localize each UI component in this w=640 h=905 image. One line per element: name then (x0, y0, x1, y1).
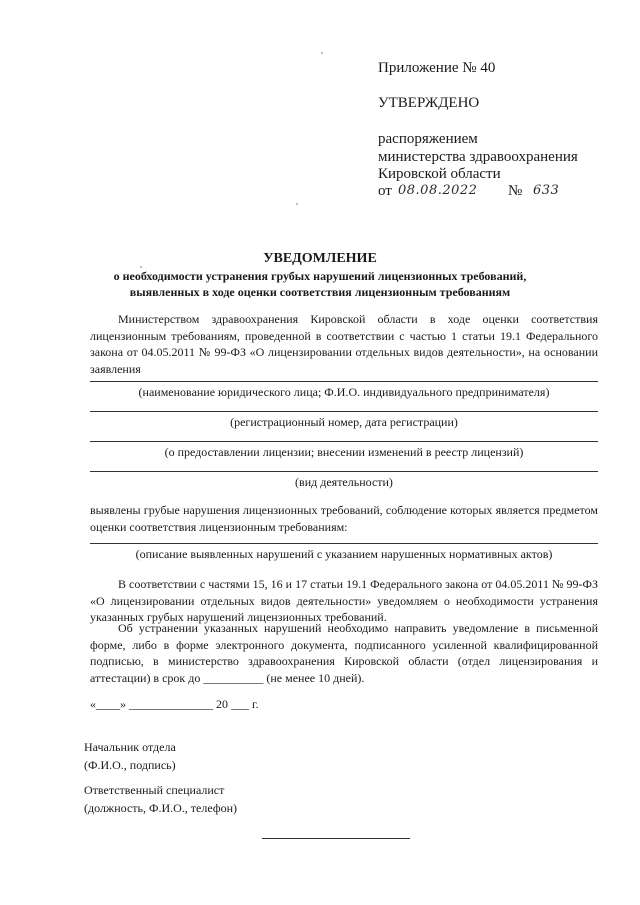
approved-stamp: УТВЕРЖДЕНО (378, 95, 480, 111)
intro-paragraph: Министерством здравоохранения Кировской области в ходе оценки соответствия лицензионным требованиям, проведенной в соответствии с частью 1 статьи 19.1 Федерального закона от 04.05.2011 № 99-ФЗ «О лицензировании отдельных видов деятельности», на основании заявления (90, 312, 598, 377)
order-line-3: Кировской области (378, 166, 501, 182)
head-of-department-sub: (Ф.И.О., подпись) (84, 758, 176, 772)
field-line-license (90, 441, 598, 442)
field-caption-registration: (регистрационный номер, дата регистрации) (230, 415, 458, 429)
appendix-number: Приложение № 40 (378, 60, 496, 76)
responsible-specialist-title: Ответственный специалист (84, 783, 225, 797)
head-of-department-title: Начальник отдела (84, 740, 176, 754)
subtitle-line-1: о необходимости устранения грубых нарушений лицензионных требований, (113, 269, 527, 283)
date-fill-line: «____» ______________ 20 ___ г. (90, 697, 259, 711)
field-caption-applicant: (наименование юридического лица; Ф.И.О. индивидуального предпринимателя) (138, 385, 550, 399)
closing-line (262, 838, 410, 839)
field-line-activity (90, 471, 598, 472)
field-line-applicant (90, 381, 598, 382)
field-caption-violations: (описание выявленных нарушений с указанием нарушенных нормативных актов) (135, 547, 553, 561)
order-number-handwritten: 633 (533, 183, 560, 198)
subtitle-line-2: выявленных в ходе оценки соответствия лицензионным требованиям (129, 285, 511, 299)
order-line-2: министерства здравоохранения (378, 149, 578, 165)
field-line-violations (90, 543, 598, 544)
order-number-prefix: № (508, 183, 523, 199)
document-title: УВЕДОМЛЕНИЕ (263, 251, 377, 266)
deadline-paragraph: Об устранении указанных нарушений необходимо направить уведомление в письменной форме, либо в форме электронного документа, подписанного усиленной квалифицированной подписью, в министерство здравоохранения Кировской области (отдел лицензирования и аттестации) в срок до __________ (не менее 10 дней). (90, 621, 598, 686)
field-caption-license: (о предоставлении лицензии; внесении изменений в реестр лицензий) (164, 445, 524, 459)
order-date-prefix: от (378, 183, 392, 199)
notice-paragraph: В соответствии с частями 15, 16 и 17 статьи 19.1 Федерального закона от 04.05.2011 № 99-ФЗ «О лицензировании отдельных видов деятельности» уведомляем о необходимости устранения указанных грубых нарушений лицензионных требований. (90, 577, 598, 625)
field-line-registration (90, 411, 598, 412)
order-date-handwritten: 08.08.2022 (398, 183, 478, 198)
responsible-specialist-sub: (должность, Ф.И.О., телефон) (84, 801, 238, 815)
order-line-1: распоряжением (378, 131, 478, 147)
field-caption-activity: (вид деятельности) (295, 475, 393, 489)
violations-paragraph: выявлены грубые нарушения лицензионных требований, соблюдение которых является предметом оценки соответствия лицензионным требованиям: (90, 503, 598, 534)
